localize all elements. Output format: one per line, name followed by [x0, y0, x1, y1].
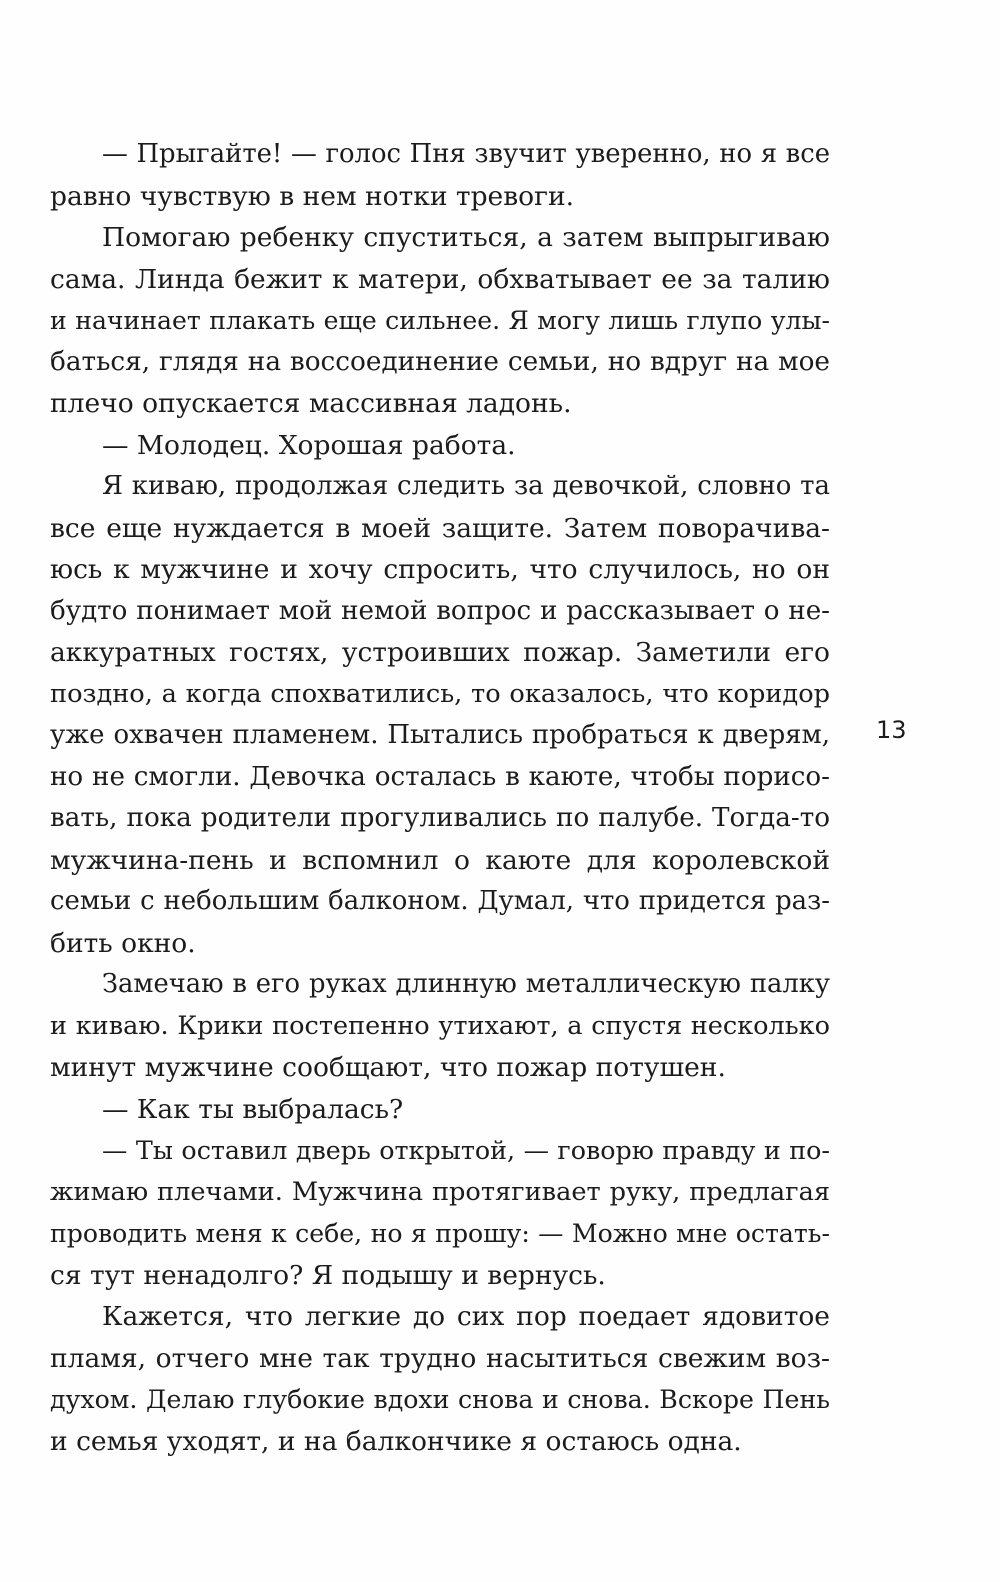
text-line: и семья уходят, и на балкончике я остаюсь одна.: [50, 1425, 742, 1457]
text-line: баться, глядя на воссоединение семьи, но вдруг на мое: [50, 346, 830, 377]
text-line: Я киваю, продолжая следить за девочкой, словно та: [102, 471, 830, 501]
text-line: семьи с небольшим балконом. Думал, что придется раз-: [50, 886, 830, 916]
text-line: — Молодец. Хорошая работа.: [102, 429, 516, 461]
paragraph: [50, 217, 830, 425]
text-line: проводить меня к себе, но я прошу: — Можно мне остать-: [50, 1219, 830, 1248]
paragraph: [50, 1296, 830, 1462]
text-line: все еще нуждается в моей защите. Затем поворачива-: [50, 512, 830, 544]
page-body-text: [50, 134, 830, 1462]
text-line: пламя, отчего мне так трудно насытиться свежим воз-: [50, 1342, 830, 1374]
text-line: жимаю плечами. Мужчина протягивает руку, предлагая: [50, 1176, 830, 1207]
text-line: мужчина-пень и вспомнил о каюте для королевской: [50, 844, 830, 876]
text-line: равно чувствую в нем нотки тревоги.: [50, 180, 575, 212]
text-line: Помогаю ребенку спуститься, а затем выпрыгиваю: [102, 222, 830, 253]
page-number: 13: [876, 716, 907, 744]
text-line: ся тут ненадолго? Я подышу и вернусь.: [50, 1259, 606, 1291]
paragraph: [50, 466, 830, 964]
text-line: плечо опускается массивная ладонь.: [50, 388, 572, 419]
text-line: уже охвачен пламенем. Пытались пробраться к дверям,: [50, 720, 830, 750]
text-line: сама. Линда бежит к матери, обхватывает ее за талию: [50, 263, 830, 295]
text-line: духом. Делаю глубокие вдохи снова и снова. Вскоре Пень: [50, 1385, 830, 1414]
text-line: — Ты оставил дверь открытой, — говорю правду и по-: [102, 1135, 830, 1165]
paragraph: [50, 425, 830, 467]
text-line: но не смогли. Девочка осталась в каюте, чтобы порисо-: [50, 761, 830, 792]
text-line: бить окно.: [50, 927, 196, 959]
text-line: вать, пока родители прогуливались по палубе. Тогда-то: [50, 803, 830, 833]
text-line: будто понимает мой немой вопрос и рассказывает о не-: [50, 595, 830, 626]
text-line: минут мужчине сообщают, что пожар потушен.: [50, 1052, 726, 1083]
paragraph: [50, 1089, 830, 1131]
paragraph: [50, 1130, 830, 1296]
text-line: Кажется, что легкие до сих пор поедает ядовитое: [102, 1301, 830, 1332]
text-line: и киваю. Крики постепенно утихают, а спустя несколько: [50, 1010, 830, 1041]
paragraph: [50, 964, 830, 1089]
text-line: юсь к мужчине и хочу спросить, что случилось, но он: [50, 554, 830, 585]
text-line: — Как ты выбралась?: [102, 1093, 404, 1125]
text-line: — Прыгайте! — голос Пня звучит уверенно, но я все: [102, 139, 830, 169]
text-line: поздно, а когда спохватились, то оказалось, что коридор: [50, 678, 830, 709]
text-line: Замечаю в его руках длинную металлическую палку: [102, 969, 830, 999]
text-line: и начинает плакать еще сильнее. Я могу лишь глупо улы-: [50, 306, 830, 335]
paragraph: [50, 134, 830, 217]
text-line: аккуратных гостях, устроивших пожар. Заметили его: [50, 637, 830, 668]
